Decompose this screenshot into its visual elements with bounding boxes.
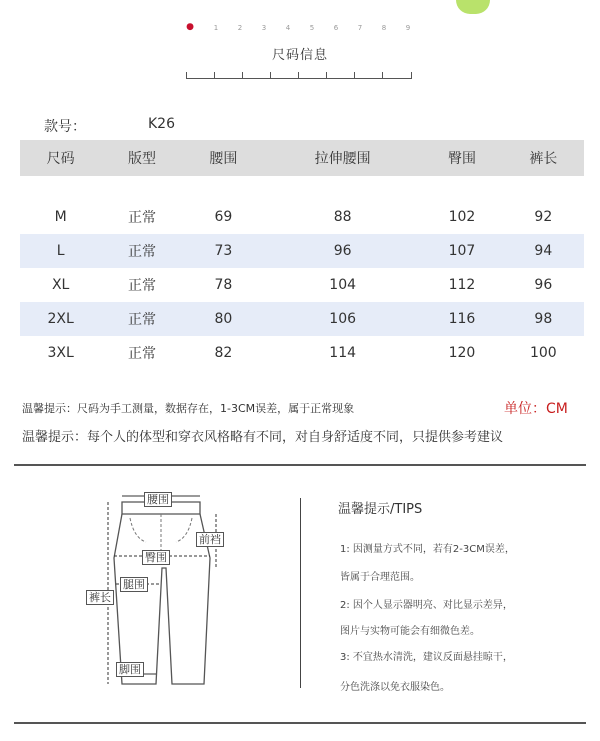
tip-line: 1: 因测量方式不同，若有2-3CM误差，	[340, 544, 515, 555]
tip-line: 3: 不宜热水清洗，建议反面悬挂晾干，	[340, 652, 513, 663]
cell: 正常	[128, 210, 157, 226]
tip-line: 2: 因个人显示器明亮、对比显示差异，	[340, 600, 513, 611]
cell: 78	[214, 277, 233, 293]
cell: 正常	[101, 302, 182, 336]
label-thigh: 腿围	[120, 577, 148, 592]
table-row	[20, 200, 584, 234]
header-fit: 版型	[101, 140, 182, 176]
decorative-leaf	[456, 0, 490, 14]
cell: 88	[333, 209, 352, 225]
header-stretch-waist: 拉伸腰围	[264, 140, 421, 176]
page-indicator	[0, 20, 600, 40]
cell: 112	[448, 277, 476, 293]
cell: 106	[264, 302, 421, 336]
cell: 96	[264, 234, 421, 268]
cell: XL	[51, 277, 70, 293]
cell: 116	[421, 302, 502, 336]
cell: 94	[503, 234, 584, 268]
cell: 104	[329, 277, 357, 293]
page-dot[interactable]: 5	[309, 24, 315, 32]
label-front-rise: 前裆	[196, 532, 224, 547]
cell: 69	[214, 209, 233, 225]
size-table	[20, 140, 584, 370]
label-length: 裤长	[86, 590, 114, 605]
cell: 107	[421, 234, 502, 268]
cell: 2XL	[20, 302, 101, 336]
cell: 98	[503, 302, 584, 336]
cell: 96	[534, 277, 553, 293]
table-row	[20, 268, 584, 302]
tip-line: 图片与实物可能会有细微色差。	[340, 626, 480, 637]
tips-title: 温馨提示/TIPS	[338, 502, 423, 517]
cell: 82	[214, 345, 233, 361]
table-header-row	[20, 140, 584, 176]
header-length: 裤长	[503, 140, 584, 176]
cell: 正常	[101, 234, 182, 268]
cell: 正常	[128, 278, 157, 294]
page-dot[interactable]: ●	[186, 22, 194, 32]
title-ruler	[186, 68, 412, 79]
cell: 120	[448, 345, 476, 361]
header-waist: 腰围	[183, 140, 264, 176]
table-row	[20, 302, 584, 336]
page-dot[interactable]: 9	[405, 24, 411, 32]
product-code: K26	[148, 116, 175, 132]
cell: 80	[183, 302, 264, 336]
page-dot[interactable]: 3	[261, 24, 267, 32]
cell: 3XL	[47, 345, 74, 361]
cell: 100	[529, 345, 557, 361]
tip-line: 分色洗涤以免衣服染色。	[340, 682, 450, 693]
cell: L	[20, 234, 101, 268]
unit-label: 单位：CM	[504, 401, 568, 417]
column-divider	[300, 498, 301, 688]
header-size: 尺码	[20, 140, 101, 176]
cell: 正常	[128, 346, 157, 362]
page-dot[interactable]: 8	[381, 24, 387, 32]
tip-line: 皆属于合理范围。	[340, 572, 420, 583]
measurement-note: 温馨提示：尺码为手工测量，数据存在，1-3CM误差，属于正常现象	[22, 402, 355, 415]
divider	[14, 464, 586, 466]
divider	[14, 722, 586, 724]
product-code-label: 款号：	[44, 119, 86, 135]
page-dot[interactable]: 2	[237, 24, 243, 32]
page-dot[interactable]: 4	[285, 24, 291, 32]
fit-note: 温馨提示：每个人的体型和穿衣风格略有不同，对自身舒适度不同，只提供参考建议	[22, 430, 504, 445]
section-title: 尺码信息	[271, 48, 328, 63]
cell: 92	[534, 209, 553, 225]
table-row	[20, 336, 584, 370]
pants-diagram	[76, 488, 256, 688]
label-hip: 臀围	[142, 550, 170, 565]
cell: 73	[183, 234, 264, 268]
page-dot[interactable]: 7	[357, 24, 363, 32]
page-dot[interactable]: 1	[213, 24, 219, 32]
cell: M	[54, 209, 67, 225]
label-waist: 腰围	[144, 492, 172, 507]
header-hip: 臀围	[421, 140, 502, 176]
cell: 102	[448, 209, 476, 225]
cell: 114	[329, 345, 357, 361]
page-dot[interactable]: 6	[333, 24, 339, 32]
table-row	[20, 234, 584, 268]
label-leg-opening: 脚围	[116, 662, 144, 677]
